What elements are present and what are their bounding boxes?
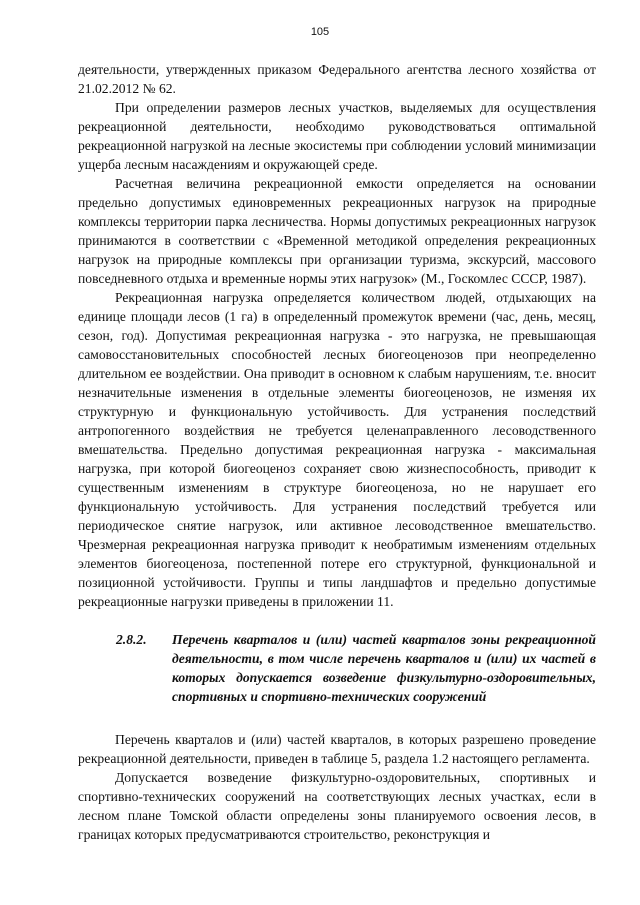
page-content [78,60,596,844]
paragraph: Допускается возведение физкультурно-оздоровительных, спортивных и спортивно-технических сооружений на соответствующих лесных участках, если в лесном плане Томской области определены зоны планируемого освоения лесов, в границах которых предусматриваются строительство, реконструкция и [78,770,596,842]
paragraph: Перечень кварталов и (или) частей кварталов, в которых разрешено проведение рекреационной деятельности, приведен в таблице 5, раздела 1.2 настоящего регламента. [78,732,596,766]
paragraph: При определении размеров лесных участков, выделяемых для осуществления рекреационной деятельности, необходимо руководствоваться оптимальной рекреационной нагрузкой на лесные экосистемы при соблюдении условий минимизации ущерба лесным насаждениям и окружающей среде. [78,100,596,172]
section-title: Перечень кварталов и (или) частей кварталов зоны рекреационной деятельности, в том числе перечень кварталов и (или) их частей в которых допускается возведение физкультурно-оздоровительных, спортивных и спортивно-технических сооружений [172,632,596,704]
page-number: 105 [310,26,330,38]
section-number: 2.8.2. [116,632,147,647]
paragraph-continued: деятельности, утвержденных приказом Федерального агентства лесного хозяйства от 21.02.2012 № 62. [78,62,596,96]
paragraph: Рекреационная нагрузка определяется количеством людей, отдыхающих на единице площади лесов (1 га) в определенный промежуток времени (час, день, месяц, сезон, год). Допустимая рекреационная нагрузка - это нагрузка, не превышающая самовосстановительных способностей лесных биогеоценозов при неопределенно длительном ее воздействии. Она приводит в основном к слабым нарушениям, т.е. вносит незначительные изменения в отдельные элементы биогеоценозов, не изменяя их структурную и функциональную устойчивость. Для устранения последствий антропогенного воздействия не требуется целенаправленного лесоводственного вмешательства. Предельно допустимая рекреационная нагрузка - максимальная нагрузка, при которой биогеоценоз сохраняет свою жизнеспособность, приводит к существенным изменениям в структуре биогеоценоза, но не нарушает его функциональную устойчивость. Для устранения последствий требуется или периодическое снятие нагрузок, или активное лесоводственное вмешательство. Чрезмерная рекреационная нагрузка приводит к необратимым изменениям отдельных элементов биогеоценоза, постепенной потере его структурной, функциональной и позиционной устойчивости. Группы и типы ландшафтов и предельно допустимые рекреационные нагрузки приведены в приложении 11. [78,290,596,609]
paragraph: Расчетная величина рекреационной емкости определяется на основании предельно допустимых единовременных рекреационных нагрузок на природные комплексы территории парка лесничества. Нормы допустимых рекреационных нагрузок принимаются в соответствии с «Временной методикой определения рекреационных нагрузок на природные комплексы при организации туризма, экскурсий, массового повседневного отдыха и временные нормы этих нагрузок» (М., Госкомлес СССР, 1987). [78,176,596,286]
section-heading [78,630,596,706]
